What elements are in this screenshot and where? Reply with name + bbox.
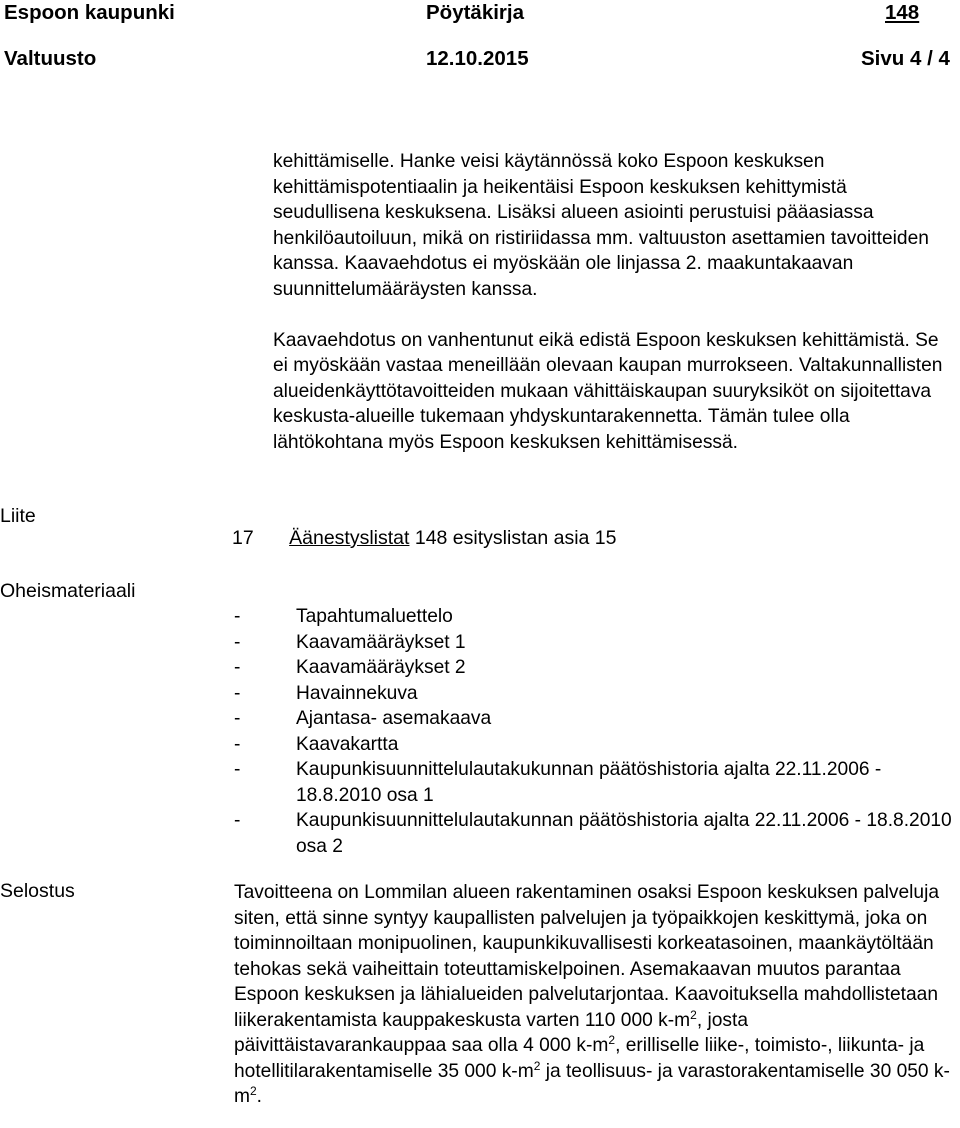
selostus-label: Selostus <box>0 880 75 902</box>
list-item <box>232 706 954 732</box>
list-item-text: Kaupunkisuunnittelulautakunnan päätöshistoria ajalta 22.11.2006 - 18.8.2010 osa 2 <box>296 810 952 857</box>
attachment-description: 148 esityslistan asia 15 <box>414 527 617 549</box>
selostus-text-part: ja teollisuus- ja varastorakentamiselle 30 050 k-m <box>234 1060 950 1107</box>
selostus-paragraph <box>234 880 956 1110</box>
intro-paragraph: kehittämiselle. Hanke veisi käytännössä koko Espoon keskuksen kehittämispotentiaalin ja heikentäisi Espoon keskuksen kehittymistä seudullisena keskuksena. Lisäksi alueen asiointi perustuisi pääasiassa henkilöautoiluun, mikä on ristiriidassa mm. valtuuston asettamien tavoitteiden kanssa. Kaavaehdotus ei myöskään ole linjassa 2. maakuntakaavan suunnittelumääräysten kanssa. <box>273 151 929 300</box>
list-dash: - <box>234 682 241 704</box>
oheismateriaali-label: Oheismateriaali <box>0 580 136 602</box>
superscript: 2 <box>608 1033 616 1047</box>
list-item-text: Ajantasa- asemakaava <box>296 708 492 729</box>
document-header-row-2 <box>0 47 960 77</box>
superscript: 2 <box>533 1058 541 1073</box>
intro-text <box>273 149 957 455</box>
list-item-text: Kaupunkisuunnittelulautakukunnan päätöshistoria ajalta 22.11.2006 - 18.8.2010 osa 1 <box>296 759 882 806</box>
document-type: Pöytäkirja <box>426 1 524 24</box>
attachment-link[interactable]: Äänestyslistat <box>289 527 410 549</box>
intro-paragraph: Kaavaehdotus on vanhentunut eikä edistä Espoon keskuksen kehittämistä. Se ei myöskään vastaa meneillään olevaan kaupan murrokseen. Valtakunnallisten alueidenkäyttötavoitteiden mukaan vähittäiskaupan suuryksiköt on sijoitettava keskusta-alueille tukemaan yhdyskuntarakennetta. Tämän tulee olla lähtökohtana myös Espoon keskuksen kehittämisessä. <box>273 329 943 453</box>
protocol-number: 148 <box>885 1 920 24</box>
list-dash: - <box>234 759 241 780</box>
selostus-text <box>234 880 956 1110</box>
selostus-text-part: . <box>256 1086 263 1107</box>
meeting-body: Valtuusto <box>4 47 97 70</box>
selostus-text-part: , erilliselle liike-, toimisto-, liikunta- ja hotellitilarakentamiselle 35 000 k-m <box>234 1035 925 1082</box>
list-item <box>232 655 954 681</box>
selostus-text-part: , josta päivittäistavarankauppaa saa olla 4 000 k-m <box>234 1009 749 1056</box>
organization-name: Espoon kaupunki <box>4 1 175 24</box>
list-item <box>232 604 954 630</box>
document-header-row-1 <box>0 1 960 31</box>
list-item <box>232 630 954 656</box>
attachment-line <box>232 527 616 550</box>
list-dash: - <box>234 657 241 678</box>
list-item-text: Kaavakartta <box>296 733 399 755</box>
list-item <box>232 732 954 758</box>
list-item <box>232 757 954 808</box>
attachment-number: 17 <box>232 527 254 549</box>
list-item <box>232 681 954 707</box>
list-dash: - <box>234 733 241 755</box>
liite-label: Liite <box>0 505 36 527</box>
list-dash: - <box>234 631 241 653</box>
selostus-text-part: Tavoitteena on Lommilan alueen rakentaminen osaksi Espoon keskuksen palveluja siten, että sinne syntyy kaupallisten palvelujen ja työpaikkojen keskittymä, joka on toiminnoiltaan monipuolinen, kaupunkikuvallisesti korkeatasoinen, maankäytöltään tehokas sekä vaiheittain toteuttamiskelpoinen. Asemakaavan muutos parantaa Espoon keskuksen ja lähialueiden palvelutarjontaa. Kaavoituksella mahdollistetaan liikerakentamista kauppakeskusta varten 110 000 k-m <box>234 882 940 1031</box>
list-dash: - <box>234 810 241 831</box>
page-indicator: Sivu 4 / 4 <box>861 47 950 70</box>
meeting-date: 12.10.2015 <box>426 47 529 70</box>
list-item <box>232 808 954 859</box>
superscript: 2 <box>690 1007 697 1022</box>
list-dash: - <box>234 708 241 729</box>
list-dash: - <box>234 606 241 627</box>
list-item-text: Kaavamääräykset 1 <box>296 631 466 653</box>
list-item-text: Havainnekuva <box>296 682 418 704</box>
list-item-text: Tapahtumaluettelo <box>296 606 453 627</box>
list-item-text: Kaavamääräykset 2 <box>296 657 466 678</box>
superscript: 2 <box>249 1084 257 1098</box>
supplementary-material-list <box>232 604 954 859</box>
